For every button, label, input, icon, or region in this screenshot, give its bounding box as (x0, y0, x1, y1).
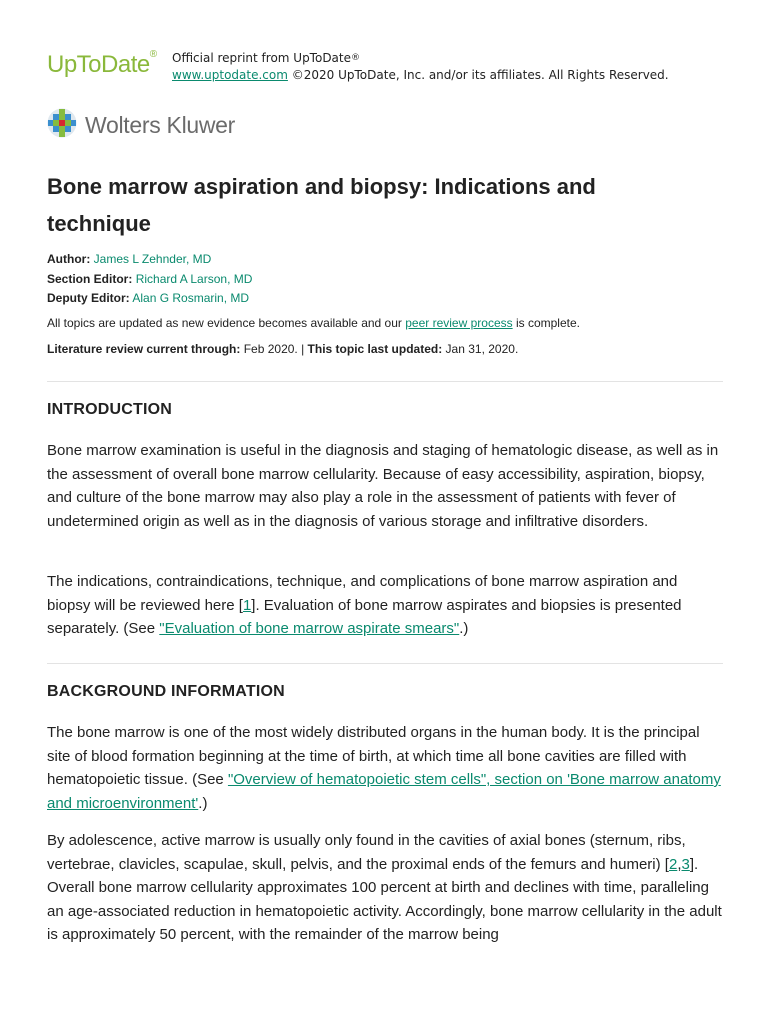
intro-paragraph-1: Bone marrow examination is useful in the diagnosis and staging of hematologic disease, as well as in the assessment of overall bone marrow cellularity. Because of easy accessibility, aspiration, biopsy, and culture of the bone marrow may also play a role in the assessment of patients with fever of undetermined origin as well as in the diagnosis of various storage and infiltrative disorders. (47, 442, 719, 530)
last-updated-value: Jan 31, 2020. (442, 342, 519, 356)
deputy-editor-link[interactable]: Alan G Rosmarin, MD (132, 291, 250, 305)
lit-review-label: Literature review current through: (47, 342, 241, 356)
reprint-notice (172, 50, 669, 84)
reference-3-link[interactable]: 3 (681, 855, 690, 873)
reference-2-link[interactable]: 2 (668, 855, 678, 873)
background-p2-text-end: ]. Overall bone marrow cellularity approximates 100 percent at birth and declines with time, paralleling an age-associated reduction in hematopoietic activity. Accordingly, bone marrow cellularity in the adult is approximately 50 percent, with the remainder of the marrow being (47, 855, 722, 943)
author-line (47, 250, 252, 270)
reprint-header (47, 48, 723, 88)
background-paragraph-1 (47, 721, 723, 815)
intro-paragraph-2 (47, 570, 723, 641)
author-label: Author: (47, 252, 91, 266)
intro-p2-text: The indications, contraindications, technique, and complications of bone marrow aspiration and biopsy will be reviewed here [ (47, 573, 678, 614)
background-paragraph-2 (47, 829, 723, 947)
update-note-end: is complete. (512, 316, 580, 330)
update-note-text: All topics are updated as new evidence becomes available and our (47, 316, 406, 330)
intro-p2-text-end: .) (459, 620, 469, 637)
section-editor-line (47, 270, 252, 290)
section-divider (47, 381, 723, 382)
section-editor-link[interactable]: Richard A Larson, MD (135, 271, 253, 286)
peer-review-link[interactable]: peer review process (405, 316, 513, 330)
uptodate-logo[interactable] (47, 51, 157, 79)
article-title: Bone marrow aspiration and biopsy: Indications and technique (47, 174, 596, 236)
wolters-kluwer-mark-icon (47, 108, 77, 138)
stem-cells-link[interactable]: "Overview of hematopoietic stem cells", section on 'Bone marrow anatomy and microenvironment' (47, 771, 721, 812)
reprint-text: Official reprint from UpToDate (172, 51, 351, 65)
update-note (47, 315, 580, 332)
section-editor-label: Section Editor: (47, 271, 133, 286)
copyright-text: ©2020 UpToDate, Inc. and/or its affiliates. All Rights Reserved. (287, 68, 669, 82)
deputy-editor-label: Deputy Editor: (47, 291, 130, 305)
background-p1-text-end: .) (198, 794, 208, 812)
review-dates (47, 341, 518, 358)
background-p1-text: The bone marrow is one of the most widely distributed organs in the human body. It is the principal site of blood formation beginning at the time of birth, at which time all bone cavities are filled with hematopoietic tissue. (See (47, 724, 700, 788)
section-divider (47, 663, 723, 664)
background-heading: BACKGROUND INFORMATION (47, 683, 285, 700)
article-credits (47, 250, 252, 309)
uptodate-link[interactable]: www.uptodate.com (172, 68, 288, 82)
logo-registered-mark: ® (149, 49, 157, 60)
reprint-registered-mark: ® (351, 53, 360, 63)
reference-1-link[interactable]: 1 (242, 596, 252, 614)
wolters-kluwer-wordmark: Wolters Kluwer (85, 112, 236, 138)
aspirate-smears-link[interactable]: "Evaluation of bone marrow aspirate smears" (159, 620, 460, 637)
introduction-heading: INTRODUCTION (47, 401, 173, 418)
author-link[interactable]: James L Zehnder, MD (93, 252, 212, 266)
last-updated-label: This topic last updated: (307, 342, 443, 356)
logo-text: UpToDate (47, 51, 150, 78)
background-p2-text: By adolescence, active marrow is usually only found in the cavities of axial bones (sternum, ribs, vertebrae, clavicles, scapulae, skull, pelvis, and the proximal ends of the femurs and humeri) [ (47, 832, 686, 873)
deputy-editor-line (47, 289, 252, 309)
wolters-kluwer-logo (47, 107, 267, 139)
intro-p2-text-mid: ]. Evaluation of bone marrow aspirates and biopsies is presented separately. (See (47, 596, 682, 637)
lit-review-value: Feb 2020. | (240, 342, 308, 356)
reference-separator: , (677, 855, 682, 873)
